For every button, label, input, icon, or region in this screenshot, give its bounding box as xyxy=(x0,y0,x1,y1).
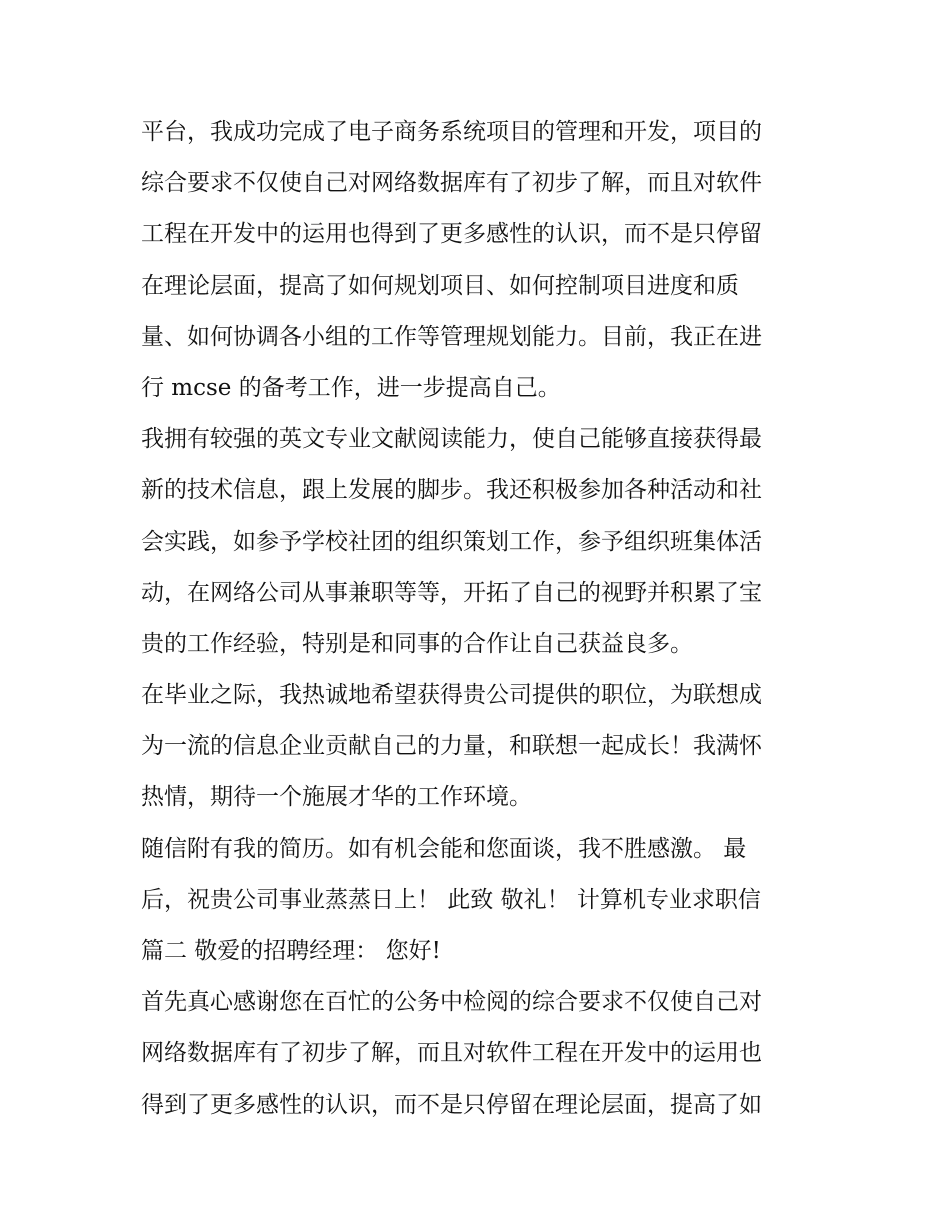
text-line: 在理论层面，提高了如何规划项目、如何控制项目进度和质 xyxy=(141,272,739,299)
text-line: 随信附有我的简历。如有机会能和您面谈，我不胜感激。 最 xyxy=(141,835,747,862)
text-line: 在毕业之际，我热诚地希望获得贵公司提供的职位，为联想成 xyxy=(141,682,762,709)
text-line: 网络数据库有了初步了解，而且对软件工程在开发中的运用也 xyxy=(141,1040,762,1067)
text-line: 量、如何协调各小组的工作等管理规划能力。目前，我正在进 xyxy=(141,323,762,350)
text-line: 平台，我成功完成了电子商务系统项目的管理和开发，项目的 xyxy=(141,119,762,145)
text-line: 为一流的信息企业贡献自己的力量，和联想一起成长！我满怀 xyxy=(141,733,762,760)
text-line: 我拥有较强的英文专业文献阅读能力，使自己能够直接获得最 xyxy=(141,426,762,453)
text-line: 会实践，如参予学校社团的组织策划工作，参予组织班集体活 xyxy=(141,528,762,555)
text-line: 动，在网络公司从事兼职等等，开拓了自己的视野并积累了宝 xyxy=(141,579,762,606)
text-line: 工程在开发中的运用也得到了更多感性的认识，而不是只停留 xyxy=(141,221,762,248)
text-line: 综合要求不仅使自己对网络数据库有了初步了解，而且对软件 xyxy=(141,170,762,197)
text-line: 行 mcse 的备考工作，进一步提高自己。 xyxy=(141,374,561,401)
text-line: 热情，期待一个施展才华的工作环境。 xyxy=(141,784,532,811)
body-text xyxy=(141,107,821,1131)
text-line: 贵的工作经验，特别是和同事的合作让自己获益良多。 xyxy=(141,630,693,657)
text-line: 得到了更多感性的认识，而不是只停留在理论层面，提高了如 xyxy=(141,1091,762,1118)
text-line: 首先真心感谢您在百忙的公务中检阅的综合要求不仅使自己对 xyxy=(141,989,762,1016)
text-line: 篇二 敬爱的招聘经理： 您好! xyxy=(141,938,441,964)
text-line: 新的技术信息，跟上发展的脚步。我还积极参加各种活动和社 xyxy=(141,477,762,504)
text-line: 后，祝贵公司事业蒸蒸日上！ 此致 敬礼！ 计算机专业求职信 xyxy=(141,886,761,913)
